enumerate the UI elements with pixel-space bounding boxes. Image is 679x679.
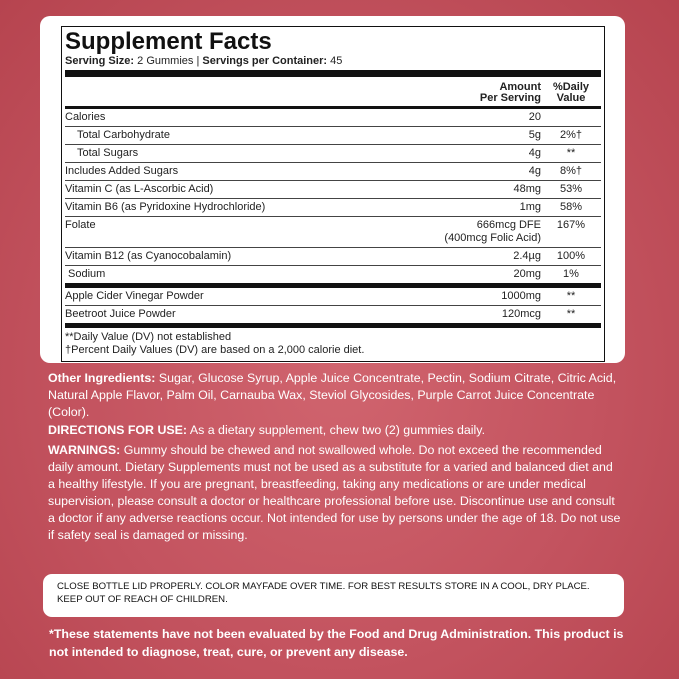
- row-name: Includes Added Sugars: [65, 165, 179, 177]
- row-dv: 58%: [559, 201, 583, 213]
- row-amount: 1000mg: [501, 290, 541, 302]
- row-name: Vitamin C (as L-Ascorbic Acid): [65, 183, 214, 195]
- facts-row-sodium: [65, 266, 601, 288]
- footnote-dv-not-established: **Daily Value (DV) not established: [65, 331, 232, 343]
- row-dv: 53%: [559, 183, 583, 195]
- dv-header-line2: Value: [556, 92, 586, 104]
- row-amount: 120mcg: [501, 308, 541, 320]
- footnote-percent-dv: †Percent Daily Values (DV) are based on a 2,000 calorie diet.: [65, 344, 365, 356]
- facts-row-calories: [65, 109, 601, 127]
- facts-title: Supplement Facts: [65, 28, 272, 55]
- facts-footnotes: [65, 328, 601, 357]
- facts-row-folate: [65, 217, 601, 248]
- row-dv: **: [566, 147, 576, 159]
- row-dv: 167%: [556, 219, 586, 231]
- row-dv: [541, 111, 601, 124]
- amount-header-line2: Per Serving: [479, 92, 541, 104]
- warnings-text: Gummy should be chewed and not swallowed whole. Do not exceed the recommended daily amount. Dietary Supplements must not be used as a substitute for a varied and balanced diet and a healthy lifestyle. If you are pregnant, breastfeeding, taking any medications or are under medical supervision, please consult a doctor or healthcare professional before use. Discontinue use and consult a doctor if any adverse reactions occur. Not intended for use by persons under the age of 18. Do not use if safety seal is damaged or missing.: [48, 443, 621, 542]
- amount-header-line1: Amount: [499, 81, 541, 93]
- warnings-label: WARNINGS:: [48, 443, 121, 457]
- directions: [48, 422, 623, 439]
- row-amount: 2.4µg: [513, 250, 541, 262]
- facts-row-carbohydrate: [65, 127, 601, 145]
- other-ingredients-label: Other Ingredients:: [48, 371, 156, 385]
- row-amount: 1mg: [519, 201, 541, 213]
- folate-amount-folic: (400mcg Folic Acid): [444, 232, 541, 244]
- row-amount: 4g: [528, 147, 541, 159]
- row-amount: 20: [528, 111, 541, 123]
- storage-notice: CLOSE BOTTLE LID PROPERLY. COLOR MAYFADE OVER TIME. FOR BEST RESULTS STORE IN A COOL, DRY PLACE. KEEP OUT OF REACH OF CHILDREN.: [43, 574, 624, 617]
- directions-label: DIRECTIONS FOR USE:: [48, 423, 188, 437]
- supplement-facts-table: [61, 26, 605, 362]
- row-name: Vitamin B6 (as Pyridoxine Hydrochloride): [65, 201, 266, 213]
- row-name: Beetroot Juice Powder: [65, 308, 176, 320]
- serving-separator: |: [196, 55, 200, 67]
- row-name: Apple Cider Vinegar Powder: [65, 290, 204, 302]
- serving-size-label: Serving Size:: [65, 55, 135, 67]
- facts-row-acv: [65, 288, 601, 306]
- other-ingredients-text: Sugar, Glucose Syrup, Apple Juice Concentrate, Pectin, Sodium Citrate, Citric Acid, Natural Apple Flavor, Palm Oil, Carnauba Wax, Steviol Glycosides, Purple Carrot Juice Concentrate (Color).: [48, 371, 617, 419]
- servings-value: 45: [330, 55, 343, 67]
- facts-row-sugars: [65, 145, 601, 163]
- row-name: Vitamin B12 (as Cyanocobalamin): [65, 250, 232, 262]
- row-dv: 8%†: [559, 165, 583, 177]
- row-name: Folate: [65, 219, 96, 231]
- row-dv: 1%: [563, 268, 579, 280]
- amount-header: [441, 82, 541, 104]
- row-dv: 2%†: [559, 129, 583, 141]
- row-name: Calories: [65, 111, 106, 123]
- serving-info: [65, 55, 601, 77]
- facts-header: [65, 77, 601, 109]
- row-name: Sodium: [68, 268, 106, 280]
- folate-amount-dfe: 666mcg DFE: [476, 219, 541, 231]
- directions-text: As a dietary supplement, chew two (2) gummies daily.: [187, 423, 486, 437]
- facts-row-vitamin-b6: [65, 199, 601, 217]
- facts-row-beetroot: [65, 306, 601, 328]
- dv-header-line1: %Daily: [552, 81, 590, 93]
- row-amount: 5g: [528, 129, 541, 141]
- row-name: Total Sugars: [77, 147, 139, 159]
- row-amount: 4g: [528, 165, 541, 177]
- row-amount: [441, 219, 541, 245]
- row-name: Total Carbohydrate: [77, 129, 170, 141]
- facts-row-vitamin-b12: [65, 248, 601, 266]
- facts-row-vitamin-c: [65, 181, 601, 199]
- other-ingredients: [48, 370, 623, 421]
- servings-label: Servings per Container:: [202, 55, 328, 67]
- serving-size-value: 2 Gummies: [137, 55, 194, 67]
- facts-row-added-sugars: [65, 163, 601, 181]
- fda-disclaimer: *These statements have not been evaluated by the Food and Drug Administration. This product is not intended to diagnose, treat, cure, or prevent any disease.: [49, 627, 624, 659]
- row-amount: 48mg: [513, 183, 541, 195]
- row-dv: **: [566, 308, 576, 320]
- dv-header: [541, 82, 601, 104]
- warnings: [48, 442, 623, 544]
- row-dv: 100%: [556, 250, 586, 262]
- row-dv: **: [566, 290, 576, 302]
- row-amount: 20mg: [513, 268, 541, 280]
- supplement-facts-panel: [40, 16, 625, 363]
